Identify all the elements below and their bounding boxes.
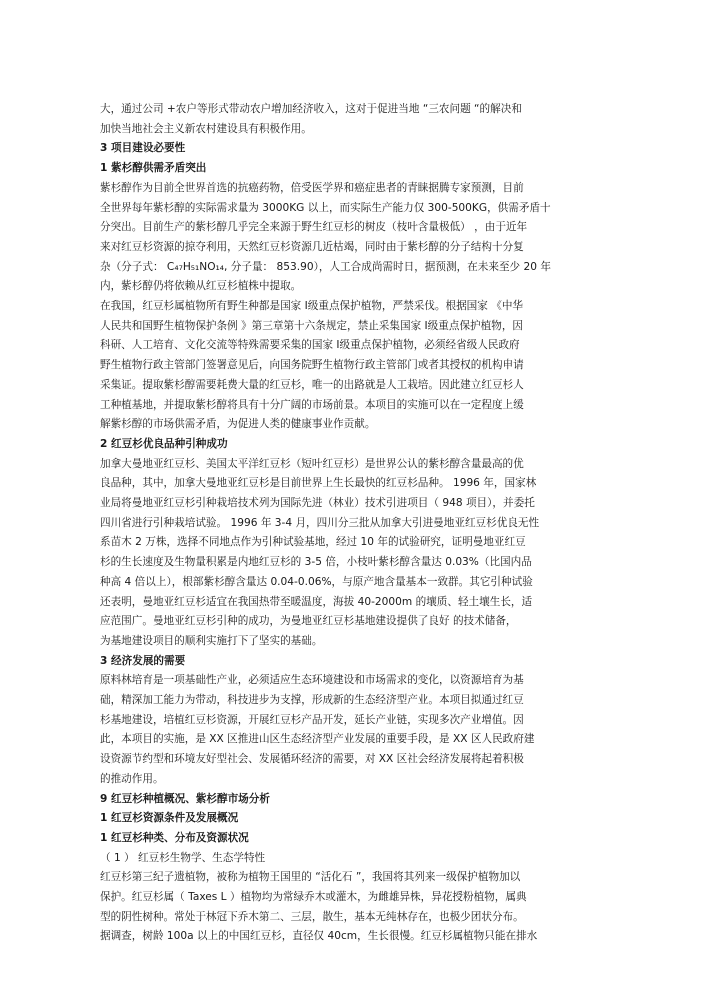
text-line: 系苗木 2 万株，选择不同地点作为引种试验基地，经过 10 年的试验研究，证明曼地亚红豆	[100, 536, 526, 549]
text-line: 野生植物行政主管部门签署意见后，向国务院野生植物行政主管部门或者其授权的机构申请	[100, 359, 524, 372]
text-line: 种高 4 倍以上），根部紫杉醇含量达 0.04-0.06%，与原产地含量基本一致群。其它引种试验	[100, 575, 533, 588]
text-line: 据调查，树龄 100a 以上的中国红豆杉，直径仅 40cm，生长很慢。红豆杉属植物只能在排水	[100, 930, 538, 943]
text-line: 型的阴性树种。常处于林冠下乔木第二、三层，散生，基本无纯林存在，也极少团状分布。	[100, 910, 524, 923]
text-line: 在我国，红豆杉属植物所有野生种都是国家 Ⅰ级重点保护植物，严禁采伐。根据国家 《中华	[100, 300, 524, 312]
text-line: 工种植基地，并提取紫杉醇将具有十分广阔的市场前景。本项目的实施可以在一定程度上缓	[100, 398, 524, 411]
text-line: 业局将曼地亚红豆杉引种栽培技术列为国际先进（林业）技术引进项目（ 948 项目），并委托	[100, 497, 535, 509]
text-line: 内，紫杉醇仍将依赖从红豆杉植株中提取。	[100, 280, 302, 293]
text-line: 础，精深加工能力为带动，科技进步为支撑，形成新的生态经济型产业。本项目拟通过红豆	[100, 694, 524, 706]
text-line: 采集证。提取紫杉醇需要耗费大量的红豆杉，唯一的出路就是人工栽培。因此建立红豆杉人	[100, 378, 524, 391]
text-line: 来对红豆杉资源的掠夺利用，天然红豆杉资源几近枯竭，同时由于紫杉醇的分子结构十分复	[100, 240, 524, 253]
text-line: （ 1 ） 红豆杉生物学、生态学特性	[100, 851, 266, 864]
text-line: 为基地建设项目的顺利实施打下了坚实的基础。	[100, 634, 323, 647]
text-line: 还表明，曼地亚红豆杉适宜在我国热带至暖温度，海拔 40-2000m 的壤质、轻土壤生长，适	[100, 595, 533, 608]
section-heading: 9 红豆杉种植概况、紫杉醇市场分析	[100, 792, 270, 805]
section-heading: 1 紫杉醇供需矛盾突出	[100, 162, 207, 175]
text-line: 紫杉醇作为目前全世界首选的抗癌药物，倍受医学界和癌症患者的青睐据腾专家预测，目前	[100, 181, 524, 194]
text-line: 良品种，其中，加拿大曼地亚红豆杉是目前世界上生长最快的红豆杉品种。 1996 年，国家林	[100, 477, 537, 490]
text-line: 杂（分子式： C₄₇H₅₁NO₁₄, 分子量： 853.90），人工合成尚需时日，据预测，在未来至少 20 年	[100, 260, 551, 273]
text-line: 分突出。目前生产的紫杉醇几乎完全来源于野生红豆杉的树皮（枝叶含量极低） ，由于近年	[100, 221, 528, 234]
text-line: 加拿大曼地亚红豆杉、美国太平洋红豆杉（短叶红豆杉）是世界公认的紫杉醇含量最高的优	[100, 457, 524, 470]
text-line: 原料林培育是一项基础性产业，必须适应生态环境建设和市场需求的变化，以资源培育为基	[100, 674, 524, 687]
section-heading: 3 经济发展的需要	[100, 654, 186, 667]
text-line: 此，本项目的实施，是 XX 区推进山区生态经济型产业发展的重要手段，是 XX 区人民政府建	[100, 733, 535, 746]
text-line: 全世界每年紫杉醇的实际需求量为 3000KG 以上，而实际生产能力仅 300-500KG，供需矛盾十	[100, 201, 551, 214]
text-line: 保护。红豆杉属（ Taxes L ）植物均为常绿乔木或灌木，为雌雄异株，异花授粉植物，属典	[100, 891, 527, 903]
section-heading: 1 红豆杉种类、分布及资源状况	[100, 831, 249, 844]
text-line: 杉的生长速度及生物量积累是内地红豆杉的 3-5 倍，小枝叶紫杉醇含量达 0.03%（比国内品	[100, 556, 532, 569]
text-line: 红豆杉第三纪子遗植物，被称为植物王国里的 “活化石 ”，我国将其列来一级保护植物加以	[100, 871, 521, 884]
text-line: 加快当地社会主义新农村建设具有积极作用。	[100, 122, 312, 135]
text-line: 设资源节约型和环境友好型社会、发展循环经济的需要，对 XX 区社会经济发展将起着积极	[100, 753, 524, 766]
text-line: 应范围广。曼地亚红豆杉引种的成功，为曼地亚红豆杉基地建设提供了良好 的技术储备，	[100, 615, 517, 628]
text-line: 的推动作用。	[100, 772, 164, 785]
text-line: 杉基地建设，培植红豆杉资源，开展红豆杉产品开发，延长产业链，实现多次产业增值。因	[100, 713, 524, 726]
text-line: 科研、人工培育、文化交流等特殊需要采集的国家 Ⅰ级重点保护植物，必须经省级人民政府	[100, 339, 520, 352]
text-line: 大，通过公司 +农户等形式带动农户增加经济收入，这对于促进当地 “三农问题 “的解决和	[100, 103, 522, 115]
text-line: 解紫杉醇的市场供需矛盾，为促进人类的健康事业作贡献。	[100, 418, 376, 431]
text-line: 四川省进行引种栽培试验。 1996 年 3-4 月，四川分三批从加拿大引进曼地亚红豆杉优良无性	[100, 516, 540, 529]
text-line: 人民共和国野生植物保护条例 》第三章第十六条规定，禁止采集国家 Ⅰ级重点保护植物，因	[100, 319, 524, 332]
section-heading: 3 项目建设必要性	[100, 142, 186, 155]
section-heading: 1 红豆杉资源条件及发展概况	[100, 812, 239, 825]
section-heading: 2 红豆杉优良品种引种成功	[100, 437, 228, 450]
